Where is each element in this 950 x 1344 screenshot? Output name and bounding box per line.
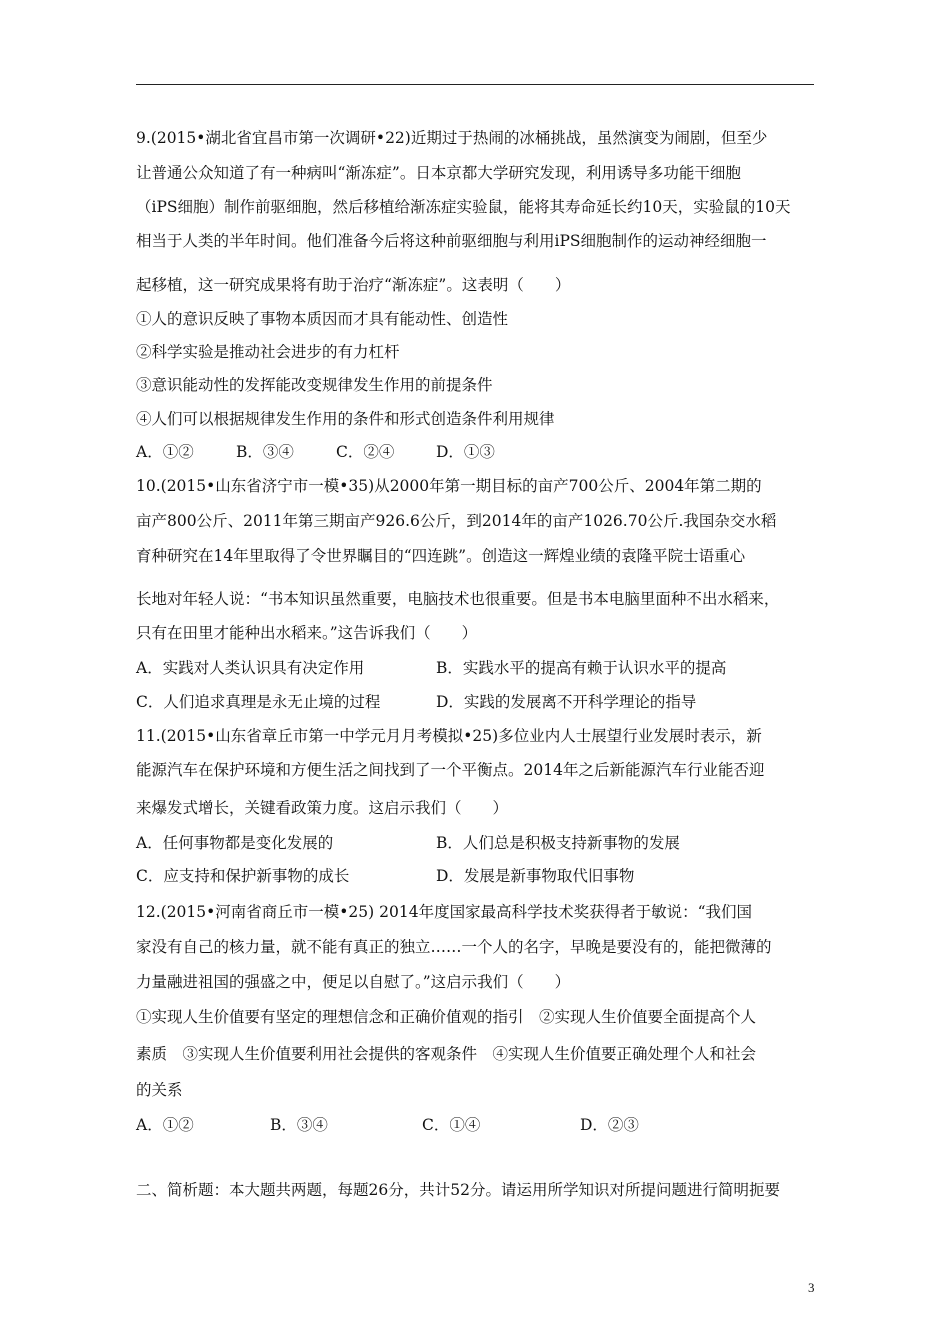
q9-line-3: （iPS细胞）制作前驱细胞，然后移植给渐冻症实验鼠，能将其寿命延长约10天，实验鼠的10天 — [136, 198, 791, 216]
q12-line-2: 家没有自己的核力量，就不能有真正的独立……一个人的名字，早晚是要没有的，能把微薄的 — [136, 938, 772, 956]
q10-option-c: C．人们追求真理是永无止境的过程 — [136, 693, 381, 711]
q9-option-b: B．③④ — [236, 443, 294, 461]
q10-line-4: 长地对年轻人说：“书本知识虽然重要，电脑技术也很重要。但是书本电脑里面种不出水稻来， — [136, 590, 780, 608]
q12-line-6: 的关系 — [136, 1081, 183, 1099]
q9-option-c: C．②④ — [336, 443, 395, 461]
q9-item-3: ③意识能动性的发挥能改变规律发生作用的前提条件 — [136, 376, 493, 394]
q11-option-c: C．应支持和保护新事物的成长 — [136, 867, 350, 885]
q11-option-a: A．任何事物都是变化发展的 — [136, 834, 334, 852]
q9-item-1: ①人的意识反映了事物本质因而才具有能动性、创造性 — [136, 310, 509, 328]
q11-line-3: 来爆发式增长，关键看政策力度。这启示我们（ ） — [136, 799, 509, 817]
q10-line-2: 亩产800公斤、2011年第三期亩产926.6公斤，到2014年的亩产1026.70公斤.我国杂交水稻 — [136, 512, 777, 530]
q11-option-d: D．发展是新事物取代旧事物 — [436, 867, 635, 885]
q10-option-b: B．实践水平的提高有赖于认识水平的提高 — [436, 659, 727, 677]
q11-option-b: B．人们总是积极支持新事物的发展 — [436, 834, 680, 852]
q9-line-4: 相当于人类的半年时间。他们准备今后将这种前驱细胞与利用iPS细胞制作的运动神经细胞一 — [136, 232, 767, 250]
q12-line-3: 力量融进祖国的强盛之中，便足以自慰了。”这启示我们（ ） — [136, 973, 571, 991]
q11-line-2: 能源汽车在保护环境和方便生活之间找到了一个平衡点。2014年之后新能源汽车行业能否迎 — [136, 761, 765, 779]
q12-option-a: A．①② — [136, 1116, 194, 1134]
q12-option-d: D．②③ — [580, 1116, 639, 1134]
q12-line-4: ①实现人生价值要有坚定的理想信念和正确价值观的指引 ②实现人生价值要全面提高个人 — [136, 1008, 757, 1026]
q9-line-5: 起移植，这一研究成果将有助于治疗“渐冻症”。这表明（ ） — [136, 276, 571, 294]
q10-option-d: D．实践的发展离不开科学理论的指导 — [436, 693, 697, 711]
q9-option-a: A．①② — [136, 443, 194, 461]
q10-option-a: A．实践对人类认识具有决定作用 — [136, 659, 365, 677]
q9-item-2: ②科学实验是推动社会进步的有力杠杆 — [136, 343, 400, 361]
page-number: 3 — [808, 1280, 815, 1295]
q10-line-5: 只有在田里才能种出水稻来。”这告诉我们（ ） — [136, 624, 478, 642]
q12-line-5: 素质 ③实现人生价值要利用社会提供的客观条件 ④实现人生价值要正确处理个人和社会 — [136, 1045, 757, 1063]
q9-line-1: 9.(2015•湖北省宜昌市第一次调研•22)近期过于热闹的冰桶挑战，虽然演变为闹剧，但至少 — [136, 129, 768, 147]
q12-option-c: C．①④ — [422, 1116, 481, 1134]
q10-line-1: 10.(2015•山东省济宁市一模•35)从2000年第一期目标的亩产700公斤、2004年第二期的 — [136, 477, 762, 495]
header-rule — [136, 84, 814, 85]
q9-option-d: D．①③ — [436, 443, 495, 461]
q12-option-b: B．③④ — [270, 1116, 328, 1134]
q10-line-3: 育种研究在14年里取得了令世界瞩目的“四连跳”。创造这一辉煌业绩的袁隆平院士语重心 — [136, 547, 746, 565]
q12-line-1: 12.(2015•河南省商丘市一模•25) 2014年度国家最高科学技术奖获得者于敏说：“我们国 — [136, 903, 752, 921]
section-2-heading: 二、简析题：本大题共两题，每题26分，共计52分。请运用所学知识对所提问题进行简明扼要 — [136, 1181, 780, 1199]
q9-line-2: 让普通公众知道了有一种病叫“渐冻症”。日本京都大学研究发现，利用诱导多功能干细胞 — [136, 164, 741, 182]
q9-item-4: ④人们可以根据规律发生作用的条件和形式创造条件利用规律 — [136, 410, 555, 428]
q11-line-1: 11.(2015•山东省章丘市第一中学元月月考模拟•25)多位业内人士展望行业发展时表示，新 — [136, 727, 762, 745]
